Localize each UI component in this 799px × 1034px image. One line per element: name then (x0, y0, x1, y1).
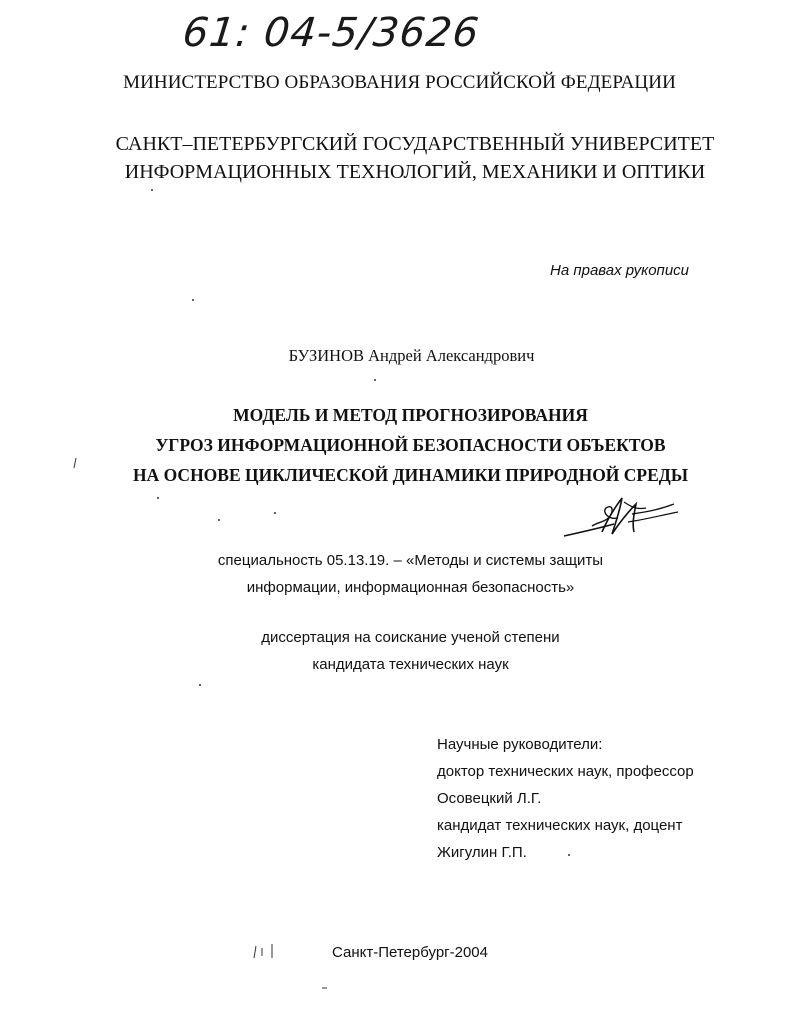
university-name-line-2: ИНФОРМАЦИОННЫХ ТЕХНОЛОГИЙ, МЕХАНИКИ И ОПТИКИ (124, 161, 706, 183)
specialty-line-1: специальность 05.13.19. – «Методы и системы защиты (217, 552, 604, 569)
degree-line-2: кандидата технических наук (312, 656, 509, 673)
advisor-1-name: Осовецкий Л.Г. (437, 790, 542, 807)
ministry-heading: МИНИСТЕРСТВО ОБРАЗОВАНИЯ РОССИЙСКОЙ ФЕДЕРАЦИИ (123, 72, 676, 93)
archive-number: 61: 04-5/3626 (180, 10, 482, 56)
advisors-heading: Научные руководители: (437, 736, 603, 753)
author-name: БУЗИНОВ Андрей Александрович (288, 346, 535, 365)
advisor-1-title: доктор технических наук, профессор (437, 763, 694, 780)
thesis-title-line-2: УГРОЗ ИНФОРМАЦИОННОЙ БЕЗОПАСНОСТИ ОБЪЕКТОВ (155, 435, 666, 455)
thesis-title-line-1: МОДЕЛЬ И МЕТОД ПРОГНОЗИРОВАНИЯ (233, 405, 588, 425)
advisor-2-title: кандидат технических наук, доцент (437, 817, 683, 834)
handwritten-signature (562, 492, 682, 542)
manuscript-note: На правах рукописи (550, 262, 689, 279)
advisors-block (437, 731, 694, 866)
specialty-line-2: информации, информационная безопасность» (246, 579, 575, 596)
university-name-line-1: САНКТ–ПЕТЕРБУРГСКИЙ ГОСУДАРСТВЕННЫЙ УНИВЕРСИТЕТ (115, 133, 715, 155)
thesis-title-line-3: НА ОСНОВЕ ЦИКЛИЧЕСКОЙ ДИНАМИКИ ПРИРОДНОЙ СРЕДЫ (132, 465, 689, 485)
city-year: Санкт-Петербург-2004 (331, 944, 488, 961)
degree-line-1: диссертация на соискание ученой степени (261, 629, 560, 646)
advisor-2-name: Жигулин Г.П. (437, 844, 527, 861)
